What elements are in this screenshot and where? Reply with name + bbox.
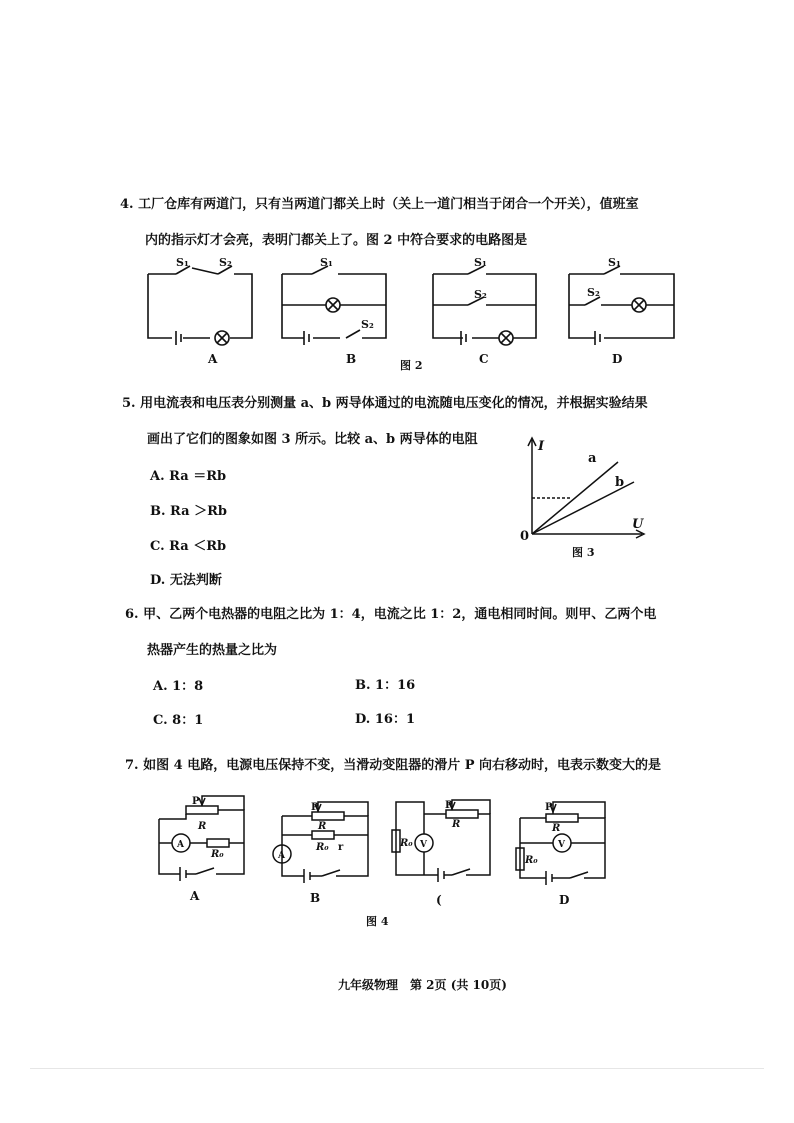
4a-p-label: P xyxy=(192,796,200,807)
4a-ammeter-label: A xyxy=(177,840,184,850)
q7-option-c[interactable]: ( xyxy=(436,893,442,907)
4b-r-label: R xyxy=(318,821,327,832)
2a-s1-label: S₁ xyxy=(176,256,189,269)
4b-ammeter-label: A xyxy=(278,851,285,861)
4b-r-mark: r xyxy=(338,842,344,853)
2c-s1-label: S₁ xyxy=(474,256,487,269)
q5-text-line1: 5. 用电流表和电压表分别测量 a、b 两导体通过的电流随电压变化的情况，并根据实验结果 xyxy=(122,396,648,411)
q5-option-d[interactable]: D. 无法判断 xyxy=(150,573,222,588)
4c-r0-label: R₀ xyxy=(400,838,413,849)
q4-text-line1: 4. 工厂仓库有两道门，只有当两道门都关上时（关上一道门相当于闭合一个开关），值班室 xyxy=(120,197,639,212)
q7-option-a[interactable]: A xyxy=(190,889,200,903)
q6-option-a[interactable]: A. 1：8 xyxy=(153,679,204,694)
figure-2-caption: 图 2 xyxy=(400,359,423,372)
line-b-label: b xyxy=(615,475,625,490)
q4-option-d[interactable]: D xyxy=(612,352,623,366)
q6-text-line1: 6. 甲、乙两个电热器的电阻之比为 1：4，电流之比 1：2，通电相同时间。则甲、乙两个电 xyxy=(125,607,657,622)
4b-p-label: P xyxy=(311,802,319,813)
q5-option-b[interactable]: B. Ra ＞Rb xyxy=(150,504,227,519)
axis-label-u: U xyxy=(632,517,644,532)
2b-s1-label: S₁ xyxy=(320,256,333,269)
2d-s1-label: S₁ xyxy=(608,256,621,269)
figure-4-caption: 图 4 xyxy=(366,915,389,928)
line-a-label: a xyxy=(588,451,597,466)
4d-r0-label: R₀ xyxy=(525,855,538,866)
q6-option-b[interactable]: B. 1：16 xyxy=(355,678,416,693)
2c-s2-label: S₂ xyxy=(474,288,487,301)
q6-option-d[interactable]: D. 16：1 xyxy=(355,712,415,727)
q7-option-d[interactable]: D xyxy=(559,893,570,907)
q5-text-line2: 画出了它们的图象如图 3 所示。比较 a、b 两导体的电阻 xyxy=(147,432,478,447)
q5-option-c[interactable]: C. Ra ＜Rb xyxy=(150,539,227,554)
4c-voltmeter-label: V xyxy=(420,840,427,850)
q4-text-line2: 内的指示灯才会亮，表明门都关上了。图 2 中符合要求的电路图是 xyxy=(145,233,528,248)
2a-s2-label: S₂ xyxy=(219,256,232,269)
4c-p-label: P xyxy=(445,800,453,811)
4c-r-label: R xyxy=(452,819,461,830)
q4-option-b[interactable]: B xyxy=(346,352,357,366)
page-bottom-divider xyxy=(30,1068,764,1069)
4a-r0-label: R₀ xyxy=(211,849,224,860)
circuit-4a xyxy=(159,796,244,881)
q7-text-line1: 7. 如图 4 电路，电源电压保持不变，当滑动变阻器的滑片 P 向右移动时，电表示数变大的是 xyxy=(125,758,662,773)
q5-option-a[interactable]: A. Ra ＝Rb xyxy=(150,469,227,484)
4a-r-label: R xyxy=(198,821,207,832)
q6-option-c[interactable]: C. 8：1 xyxy=(153,713,204,728)
q4-option-c[interactable]: C xyxy=(479,352,489,366)
4d-r-label: R xyxy=(552,823,561,834)
figure-3-caption: 图 3 xyxy=(572,546,595,559)
4d-voltmeter-label: V xyxy=(558,840,565,850)
origin-label: 0 xyxy=(520,529,530,544)
q6-text-line2: 热器产生的热量之比为 xyxy=(147,643,278,658)
page-footer: 九年级物理 第 2页 (共 10页) xyxy=(338,978,507,992)
2b-s2-label: S₂ xyxy=(361,318,374,331)
4b-r0-label: R₀ xyxy=(316,842,329,853)
2d-s2-label: S₂ xyxy=(587,286,600,299)
4d-p-label: P xyxy=(545,802,553,813)
axis-label-i: I xyxy=(538,439,545,454)
q7-option-b[interactable]: B xyxy=(310,891,321,905)
q4-option-a[interactable]: A xyxy=(208,352,218,366)
